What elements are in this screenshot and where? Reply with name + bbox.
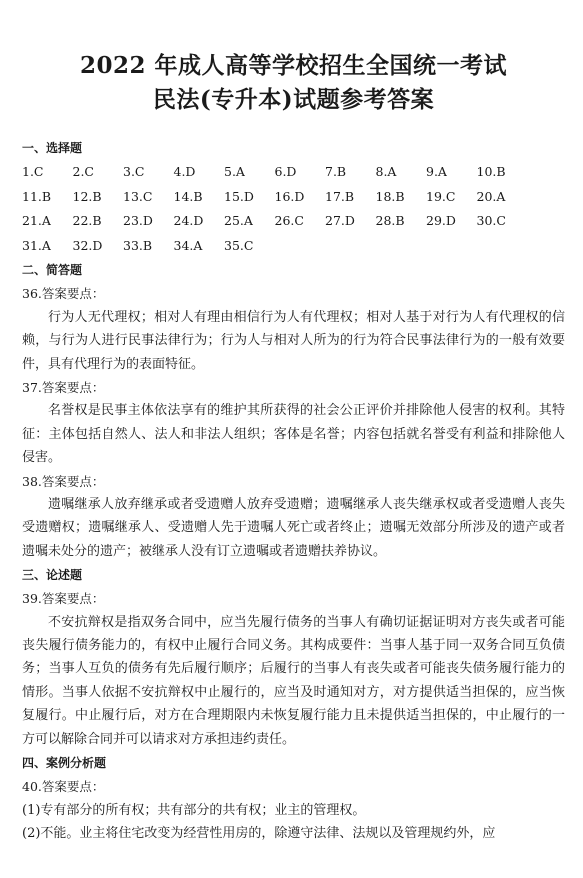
q38-label: 38.答案要点： [22,473,105,489]
answer-item: 2.C [72,164,94,179]
answer-item: 6.D [274,164,297,179]
answer-item: 12.B [72,188,102,204]
title-line-2: 民法(专升本)试题参考答案 [152,86,435,113]
q40-part-2: (2)不能。业主将住宅改变为经营性用房的，除遵守法律、法规以及管理规约外，应 [22,825,496,841]
answer-item: 3.C [123,164,145,179]
answer-item: 19.C [426,188,456,204]
answer-item: 33.B [123,237,153,253]
answer-item: 5.A [224,164,245,179]
q39-label: 39.答案要点： [22,591,105,607]
answer-item: 13.C [123,188,153,204]
answer-grid [22,160,565,258]
q38-text: 遗嘱继承人放弃继承或者受遗赠人放弃受遗赠；遗嘱继承人丧失继承权或者受遗赠人丧失受遗赠权；遗嘱继承人、受遗赠人先于遗嘱人死亡或者终止；遗嘱无效部分所涉及的遗产或者遗嘱未处分的遗产；被继承人没有订立遗嘱或者遗赠扶养协议。 [22,497,565,559]
answer-item: 25.A [224,213,253,229]
q36-label: 36.答案要点： [22,286,105,302]
answer-item: 29.D [426,213,456,229]
answer-item: 11.B [22,188,52,204]
q36-text: 行为人无代理权；相对人有理由相信行为人有代理权；相对人基于对行为人有代理权的信赖，与行为人进行民事法律行为；行为人与相对人所为的行为符合民事法律行为的一般有效要件，具有代理行为的表面特征。 [22,309,565,372]
answer-item: 10.B [476,164,506,179]
title-line-1: 2022 年成人高等学校招生全国统一考试 [79,52,508,79]
answer-item: 9.A [426,164,447,179]
section-heading-choice: 一、选择题 [22,141,83,155]
q40-part-1: (1)专有部分的所有权；共有部分的共有权；业主的管理权。 [22,802,366,818]
answer-item: 31.A [22,237,51,253]
answer-item: 20.A [476,188,506,204]
answer-item: 32.D [72,237,103,253]
answer-item: 30.C [476,213,506,229]
q37-text: 名誉权是民事主体依法享有的维护其所获得的社会公正评价并排除他人侵害的权利。其特征：主体包括自然人、法人和非法人组织；客体是名誉；内容包括就名誉受有利益和排除他人侵害。 [22,403,565,466]
answer-item: 27.D [325,213,355,229]
answer-item: 26.C [274,213,304,229]
section-heading-case: 四、案例分析题 [22,756,107,771]
section-heading-essay: 三、论述题 [22,568,83,583]
answer-item: 17.B [325,188,355,204]
section-heading-short-answer: 二、简答题 [22,263,83,278]
answer-item: 35.C [224,237,254,253]
answer-item: 28.B [375,213,405,229]
answer-item: 21.A [22,213,51,229]
q39-text: 不安抗辩权是指双务合同中，应当先履行债务的当事人有确切证据证明对方丧失或者可能丧失履行债务能力的，有权中止履行合同义务。其构成要件：当事人基于同一双务合同互负债务；当事人互负的债务有先后履行顺序；后履行的当事人有丧失或者可能丧失债务履行能力的情形。当事人依据不安抗辩权中止履行的，应当及时通知对方，对方提供适当担保的，应当恢复履行。中止履行后，对方在合理期限内未恢复履行能力且未提供适当担保的，中止履行的一方可以解除合同并可以请求对方承担违约责任。 [22,614,565,747]
answer-item: 23.D [123,213,153,229]
answer-item: 24.D [173,213,204,229]
answer-item: 34.A [173,237,203,253]
answer-item: 8.A [375,164,397,179]
answer-item: 18.B [375,188,405,204]
q40-label: 40.答案要点： [22,779,105,795]
q37-label: 37.答案要点： [22,380,105,395]
answer-item: 7.B [325,164,347,179]
answer-item: 15.D [224,188,254,204]
answer-item: 14.B [173,188,203,204]
answer-item: 4.D [173,164,196,179]
answer-item: 22.B [72,213,102,229]
answer-item: 1.C [22,164,44,179]
answer-item: 16.D [274,188,305,204]
